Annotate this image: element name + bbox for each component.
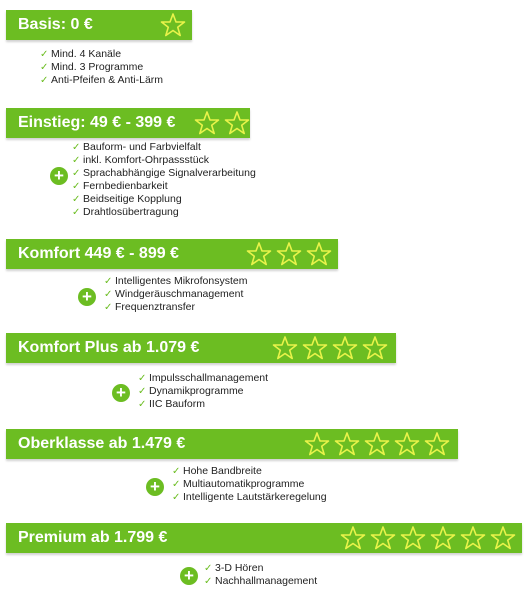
star-outline-icon: [490, 525, 516, 551]
star-rating: [272, 335, 388, 361]
tier-title: Einstieg: 49 € - 399 €: [18, 114, 176, 131]
feature-list: [104, 275, 247, 314]
list-item: ✓ Anti-Pfeifen & Anti-Lärm: [40, 74, 164, 86]
star-outline-icon: [306, 241, 332, 267]
star-outline-icon: [334, 431, 360, 457]
star-outline-icon: [224, 110, 250, 136]
checkmark-icon: ✓: [72, 181, 81, 192]
tier-banner: [6, 333, 396, 363]
feature-list: [204, 562, 317, 588]
checkmark-icon: ✓: [104, 289, 113, 300]
plus-icon: +: [180, 567, 198, 585]
tier-banner: [6, 429, 458, 459]
feature-list: [40, 48, 163, 87]
star-rating: [160, 12, 186, 38]
list-item: ✓ Mind. 4 Kanäle: [40, 48, 122, 60]
tier-banner: [6, 10, 192, 40]
tier-banner: [6, 239, 338, 269]
plus-icon: +: [50, 167, 68, 185]
list-item: ✓ Fernbedienbarkeit: [72, 180, 168, 192]
checkmark-icon: ✓: [104, 276, 113, 287]
star-outline-icon: [302, 335, 328, 361]
star-outline-icon: [332, 335, 358, 361]
list-item: ✓ Bauform- und Farbvielfalt: [72, 141, 201, 153]
plus-icon: +: [112, 384, 130, 402]
list-item: ✓ Hohe Bandbreite: [172, 465, 262, 477]
tier-banner: [6, 523, 522, 553]
list-item: ✓ IIC Bauform: [138, 398, 206, 410]
list-item: ✓ Nachhallmanagement: [204, 575, 318, 587]
list-item: ✓ inkl. Komfort-Ohrpassstück: [72, 154, 210, 166]
checkmark-icon: ✓: [104, 302, 113, 313]
star-outline-icon: [246, 241, 272, 267]
star-outline-icon: [364, 431, 390, 457]
feature-list: [138, 372, 268, 411]
tier-title: Premium ab 1.799 €: [18, 529, 168, 546]
list-item: ✓ Sprachabhängige Signalverarbeitung: [72, 167, 256, 179]
plus-icon: +: [78, 288, 96, 306]
feature-list: [172, 465, 327, 504]
list-item: ✓ Windgeräuschmanagement: [104, 288, 244, 300]
list-item: ✓ Beidseitige Kopplung: [72, 193, 182, 205]
star-outline-icon: [276, 241, 302, 267]
checkmark-icon: ✓: [204, 563, 213, 574]
star-outline-icon: [370, 525, 396, 551]
checkmark-icon: ✓: [138, 373, 147, 384]
tier-banner: [6, 108, 250, 138]
checkmark-icon: ✓: [172, 466, 181, 477]
checkmark-icon: ✓: [40, 75, 49, 86]
list-item: ✓ Impulsschallmanagement: [138, 372, 269, 384]
checkmark-icon: ✓: [40, 49, 49, 60]
star-outline-icon: [272, 335, 298, 361]
star-outline-icon: [424, 431, 450, 457]
list-item: ✓ Intelligente Lautstärkeregelung: [172, 491, 327, 503]
checkmark-icon: ✓: [72, 155, 81, 166]
checkmark-icon: ✓: [72, 194, 81, 205]
checkmark-icon: ✓: [138, 386, 147, 397]
star-outline-icon: [362, 335, 388, 361]
checkmark-icon: ✓: [138, 399, 147, 410]
feature-list: [72, 141, 256, 219]
star-outline-icon: [430, 525, 456, 551]
checkmark-icon: ✓: [72, 168, 81, 179]
checkmark-icon: ✓: [172, 479, 181, 490]
star-outline-icon: [194, 110, 220, 136]
star-rating: [194, 110, 250, 136]
list-item: ✓ Drahtlosübertragung: [72, 206, 179, 218]
star-rating: [246, 241, 332, 267]
star-outline-icon: [400, 525, 426, 551]
list-item: ✓ Frequenztransfer: [104, 301, 195, 313]
tier-title: Basis: 0 €: [18, 16, 93, 33]
checkmark-icon: ✓: [172, 492, 181, 503]
star-outline-icon: [340, 525, 366, 551]
tier-title: Oberklasse ab 1.479 €: [18, 435, 186, 452]
tier-title: Komfort Plus ab 1.079 €: [18, 339, 200, 356]
star-outline-icon: [304, 431, 330, 457]
list-item: ✓ Multiautomatikprogramme: [172, 478, 305, 490]
list-item: ✓ Mind. 3 Programme: [40, 61, 144, 73]
star-outline-icon: [460, 525, 486, 551]
star-rating: [340, 525, 516, 551]
star-rating: [304, 431, 450, 457]
star-outline-icon: [160, 12, 186, 38]
checkmark-icon: ✓: [72, 207, 81, 218]
list-item: ✓ Dynamikprogramme: [138, 385, 244, 397]
tier-title: Komfort 449 € - 899 €: [18, 245, 179, 262]
list-item: ✓ 3-D Hören: [204, 562, 264, 574]
plus-icon: +: [146, 478, 164, 496]
checkmark-icon: ✓: [40, 62, 49, 73]
checkmark-icon: ✓: [204, 576, 213, 587]
checkmark-icon: ✓: [72, 142, 81, 153]
star-outline-icon: [394, 431, 420, 457]
list-item: ✓ Intelligentes Mikrofonsystem: [104, 275, 248, 287]
